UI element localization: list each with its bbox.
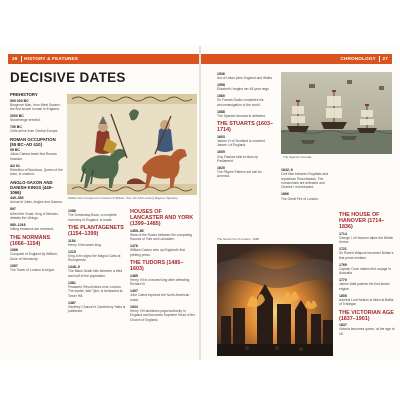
bayeux-tapestry-image xyxy=(67,94,197,195)
timeline-entry xyxy=(130,244,196,257)
timeline-entry xyxy=(10,196,63,205)
entry-text: Henry VIII abolishes papal authority in England and becomes Supreme Head of the Church of England. xyxy=(130,308,196,322)
book-spread xyxy=(0,46,400,360)
entry-date: 1605 xyxy=(217,150,225,155)
timeline-entry xyxy=(217,135,275,148)
entry-text: Victoria becomes queen, at the age of 18. xyxy=(339,327,395,336)
entry-date: 1558 xyxy=(217,83,225,88)
timeline-entry xyxy=(130,274,196,287)
right-page-header xyxy=(201,54,392,64)
timeline-column-1 xyxy=(10,92,63,275)
entry-date: AD 61 xyxy=(10,163,20,168)
timeline-entry xyxy=(281,192,333,201)
era-heading: ANGLO-SAXON AND DANISH KINGS (449–1066) xyxy=(10,179,54,195)
timeline-entry xyxy=(10,223,63,232)
entry-date: 1497 xyxy=(130,289,138,294)
timeline-entry xyxy=(68,301,126,314)
entry-date: 1086 xyxy=(68,209,76,213)
era-heading: THE VICTORIAN AGE (1837–1901) xyxy=(339,309,394,322)
entry-date: 1805 xyxy=(339,293,347,298)
timeline-entry xyxy=(68,281,126,298)
entry-text: Henry VII is crowned king after defeating Richard III. xyxy=(130,277,190,287)
entry-text: Captain Cook makes first voyage to Australia. xyxy=(339,266,392,276)
timeline-entry xyxy=(130,289,196,302)
entry-date: 2000 BC xyxy=(10,114,24,119)
era-heading: ROMAN OCCUPATION (55 BC–AD 410) xyxy=(10,136,56,147)
timeline-entry xyxy=(339,278,395,291)
entry-date: 1534 xyxy=(130,304,138,309)
timeline-entry xyxy=(68,209,126,222)
armada-caption: The Spanish Armada. xyxy=(283,155,312,159)
entry-date: 1381 xyxy=(68,280,76,285)
entry-date: 55 BC xyxy=(10,148,20,153)
entry-text: Sir Francis Drake completes his circumnavigation of the world. xyxy=(217,98,264,107)
entry-date: 1642–9 xyxy=(281,168,293,172)
entry-date: 1154 xyxy=(68,238,76,243)
entry-date: 1536 xyxy=(217,72,225,76)
entry-date: 897 xyxy=(10,207,16,212)
entry-date: 750 BC xyxy=(10,125,22,130)
timeline-entry xyxy=(10,207,63,220)
great-fire-image xyxy=(217,244,333,356)
entry-text: James VI of Scotland is crowned James I of England. xyxy=(217,139,265,148)
entry-date: 449–550 xyxy=(10,196,24,201)
entry-text: George I of Hanover takes the British throne. xyxy=(339,235,394,245)
entry-date: 1580 xyxy=(217,94,225,99)
entry-date: 1215 xyxy=(68,249,76,254)
left-page-header xyxy=(8,54,199,64)
entry-date: 1588 xyxy=(217,109,225,114)
entry-date: 1476 xyxy=(130,244,138,249)
timeline-entry xyxy=(339,232,395,245)
entry-date: 1387 xyxy=(68,300,76,305)
entry-text: Henry II becomes king. xyxy=(68,242,102,247)
timeline-entry xyxy=(130,305,196,322)
timeline-entry xyxy=(68,239,126,248)
entry-text: Julius Caesar leads first Roman invasion. xyxy=(10,152,57,161)
timeline-column-3 xyxy=(130,209,196,324)
timeline-column-6 xyxy=(339,212,395,339)
entry-text: Act of Union joins England and Wales. xyxy=(217,76,273,81)
timeline-entry xyxy=(10,148,63,161)
left-page-number: 26 xyxy=(12,56,18,61)
timeline-entry xyxy=(281,168,333,190)
entry-date: 1714 xyxy=(339,231,347,236)
timeline-entry xyxy=(217,150,275,163)
timeline-entry xyxy=(68,265,126,278)
timeline-entry xyxy=(217,83,275,92)
entry-text: Wars of the Roses between the competing Houses of York and Lancaster. xyxy=(130,232,193,242)
timeline-entry xyxy=(130,229,196,242)
entry-text: Elizabeth I begins her 45-year reign. xyxy=(217,87,270,92)
timeline-entry xyxy=(10,99,63,112)
era-heading: THE PLANTAGENETS (1154–1399) xyxy=(68,225,124,238)
entry-text: Rebellion of Boudicca, Queen of the Iceni, is crushed. xyxy=(10,167,63,177)
entry-date: 1721 xyxy=(339,247,347,252)
entry-text: Civil War between Royalists and republican Roundheads. The monarchists are defeated and Charles I is beheaded. xyxy=(281,172,329,190)
entry-text: The Domesday Book, a complete inventory of England, is made. xyxy=(68,213,117,222)
right-page-number: 27 xyxy=(382,56,388,61)
entry-date: 1067 xyxy=(10,263,18,268)
timeline-entry xyxy=(339,263,395,276)
entry-text: Boxgrove Man, from West Sussex, the first known human in England. xyxy=(10,102,61,112)
timeline-entry xyxy=(217,94,275,107)
tapestry-caption: William the Conqueror's invasion of Britain, from the 12th-century Bayeux Tapestry. xyxy=(68,196,179,200)
entry-date: 1769 xyxy=(339,262,347,267)
entry-text: Sir Robert Walpole becomes Britain's first prime minister. xyxy=(339,251,394,260)
timeline-entry xyxy=(217,166,275,179)
right-section-label: CHRONOLOGY xyxy=(340,56,376,61)
era-heading: THE TUDORS (1485–1603) xyxy=(130,260,184,273)
entry-text: Geoffrey Chaucer's Canterbury Tales is published. xyxy=(68,304,126,314)
entry-text: Peasants' Revolt takes over London. The leader, Wat Tyler, is beheaded at Tower Hill. xyxy=(68,284,123,298)
era-heading: THE HOUSE OF HANOVER (1714–1836) xyxy=(339,212,385,230)
entry-text: The Pilgrim Fathers set sail for America. xyxy=(217,170,262,179)
timeline-entry xyxy=(10,264,63,273)
entry-text: Conquest of England by William, Duke of Normandy. xyxy=(10,252,58,261)
timeline-entry xyxy=(68,250,126,263)
entry-date: 1770 xyxy=(339,278,347,283)
era-heading: HOUSES OF LANCASTER AND YORK (1399–1485) xyxy=(130,209,194,227)
entry-date: 1620 xyxy=(217,165,225,170)
entry-date: 1603 xyxy=(217,134,225,139)
entry-text: Viking invasions are renewed. xyxy=(10,227,54,232)
timeline-entry xyxy=(217,72,275,81)
entry-date: 1455–85 xyxy=(130,228,144,233)
entry-text: King John signs the Magna Carta at Runnymede. xyxy=(68,253,121,263)
entry-text: The Great Fire of London. xyxy=(281,196,319,201)
great-fire-caption: The Great Fire of London, 1666 xyxy=(217,237,260,241)
entry-date: 500 000 BC xyxy=(10,98,29,103)
entry-text: The Black Death kills between a third and half of the population. xyxy=(68,269,123,278)
timeline-entry xyxy=(217,110,275,119)
timeline-entry xyxy=(339,323,395,336)
entry-text: Guy Fawkes fails to blow up Parliament. xyxy=(217,154,259,163)
entry-text: James Watt patents the first steam engine. xyxy=(339,282,390,291)
entry-text: Stonehenge erected. xyxy=(10,118,41,123)
timeline-entry xyxy=(10,164,63,177)
spanish-armada-image xyxy=(281,72,392,154)
entry-date: 1485 xyxy=(130,273,138,278)
entry-text: William Caxton sets up England's first printing press. xyxy=(130,248,186,257)
entry-text: Alfred the Great, King of Wessex, defeats the Vikings. xyxy=(10,211,59,220)
left-page xyxy=(0,46,199,360)
entry-date: 1837 xyxy=(339,323,347,328)
entry-text: Celts arrive from Central Europe. xyxy=(10,129,59,134)
timeline-entry xyxy=(339,294,395,307)
entry-text: Admiral Lord Nelson is killed at Battle of Trafalgar. xyxy=(339,297,394,307)
page-title: DECISIVE DATES xyxy=(10,70,126,85)
timeline-entry xyxy=(339,247,395,260)
timeline-column-2 xyxy=(68,209,126,316)
timeline-entry xyxy=(10,114,63,123)
timeline-entry xyxy=(10,125,63,134)
timeline-column-4 xyxy=(217,72,275,181)
entry-date: 1348–9 xyxy=(68,265,80,270)
entry-text: The Spanish Armada is defeated. xyxy=(217,113,266,118)
entry-date: 1666 xyxy=(281,192,289,197)
entry-text: Arrival of Jutes, Angles and Saxons. xyxy=(10,200,63,205)
entry-date: 1066 xyxy=(10,248,18,252)
entry-text: John Cabot explores the North American coast. xyxy=(130,293,190,302)
right-page xyxy=(201,46,400,360)
entry-text: The Tower of London is begun. xyxy=(10,267,56,272)
left-section-label: HISTORY & FEATURES xyxy=(24,56,79,61)
timeline-entry xyxy=(10,248,63,261)
entry-date: 980–1016 xyxy=(10,222,26,227)
timeline-column-5 xyxy=(281,168,333,203)
era-heading: THE NORMANS (1066–1154) xyxy=(10,234,51,247)
era-heading: THE STUARTS (1603–1714) xyxy=(217,121,274,134)
era-heading: PREHISTORY xyxy=(10,92,38,97)
